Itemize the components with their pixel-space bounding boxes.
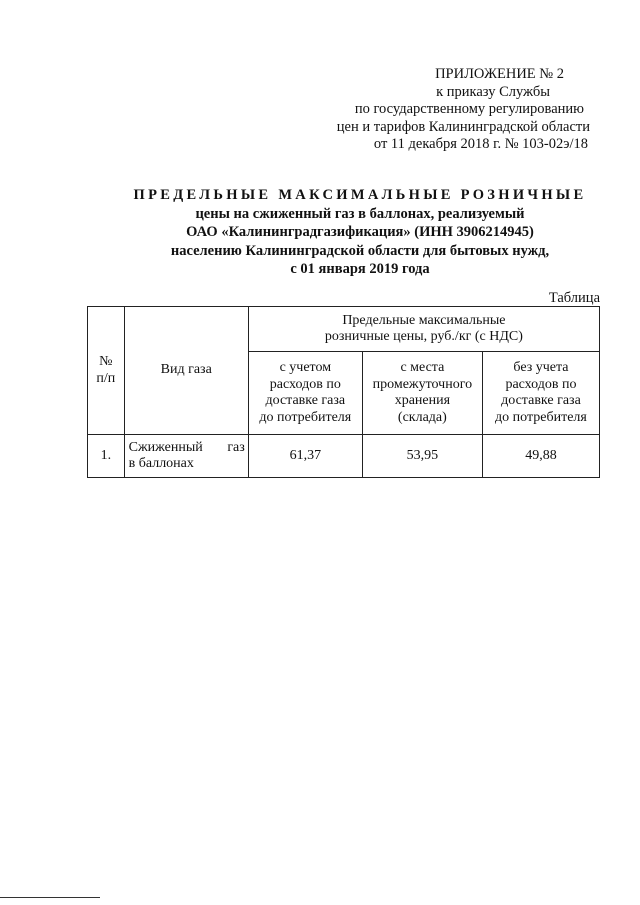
price-table [87, 306, 600, 478]
appendix-order-date: от 11 декабря 2018 г. № 103-02э/18 [373, 136, 588, 152]
table-header-row-1 [88, 307, 600, 352]
document-title [60, 186, 640, 279]
row-price-without-delivery: 49,88 [482, 435, 599, 478]
footer-divider [0, 897, 100, 898]
row-price-with-delivery: 61,37 [248, 435, 362, 478]
appendix-header [300, 66, 590, 154]
table-label: Таблица [548, 290, 600, 306]
row-price-from-storage: 53,95 [362, 435, 482, 478]
title-line-5: с 01 января 2019 года [290, 261, 430, 277]
title-line-1: ПРЕДЕЛЬНЫЕ МАКСИМАЛЬНЫЕ РОЗНИЧНЫЕ [133, 187, 587, 203]
title-line-3: ОАО «Калининградгазификация» (ИНН 3906214945) [186, 224, 534, 240]
header-num: № п/п [88, 307, 125, 435]
row-gas-type: Сжиженный газ в баллонах [124, 435, 248, 478]
row-num: 1. [88, 435, 125, 478]
header-price-from-storage: с места промежуточного хранения (склада) [362, 352, 482, 435]
title-line-2: цены на сжиженный газ в баллонах, реализуемый [195, 205, 525, 222]
title-line-4: населению Калининградской области для бытовых нужд, [170, 242, 550, 259]
appendix-number: ПРИЛОЖЕНИЕ № 2 [435, 66, 564, 82]
header-price-group: Предельные максимальные розничные цены, руб./кг (с НДС) [248, 307, 599, 352]
appendix-authority-region: цен и тарифов Калининградской области [336, 118, 590, 135]
table-row [88, 435, 600, 478]
header-price-with-delivery: с учетом расходов по доставке газа до потребителя [248, 352, 362, 435]
header-price-without-delivery: без учета расходов по доставке газа до потребителя [482, 352, 599, 435]
appendix-order-ref: к приказу Службы [436, 83, 550, 100]
header-gas-type: Вид газа [124, 307, 248, 435]
appendix-authority: по государственному регулированию [354, 101, 584, 117]
